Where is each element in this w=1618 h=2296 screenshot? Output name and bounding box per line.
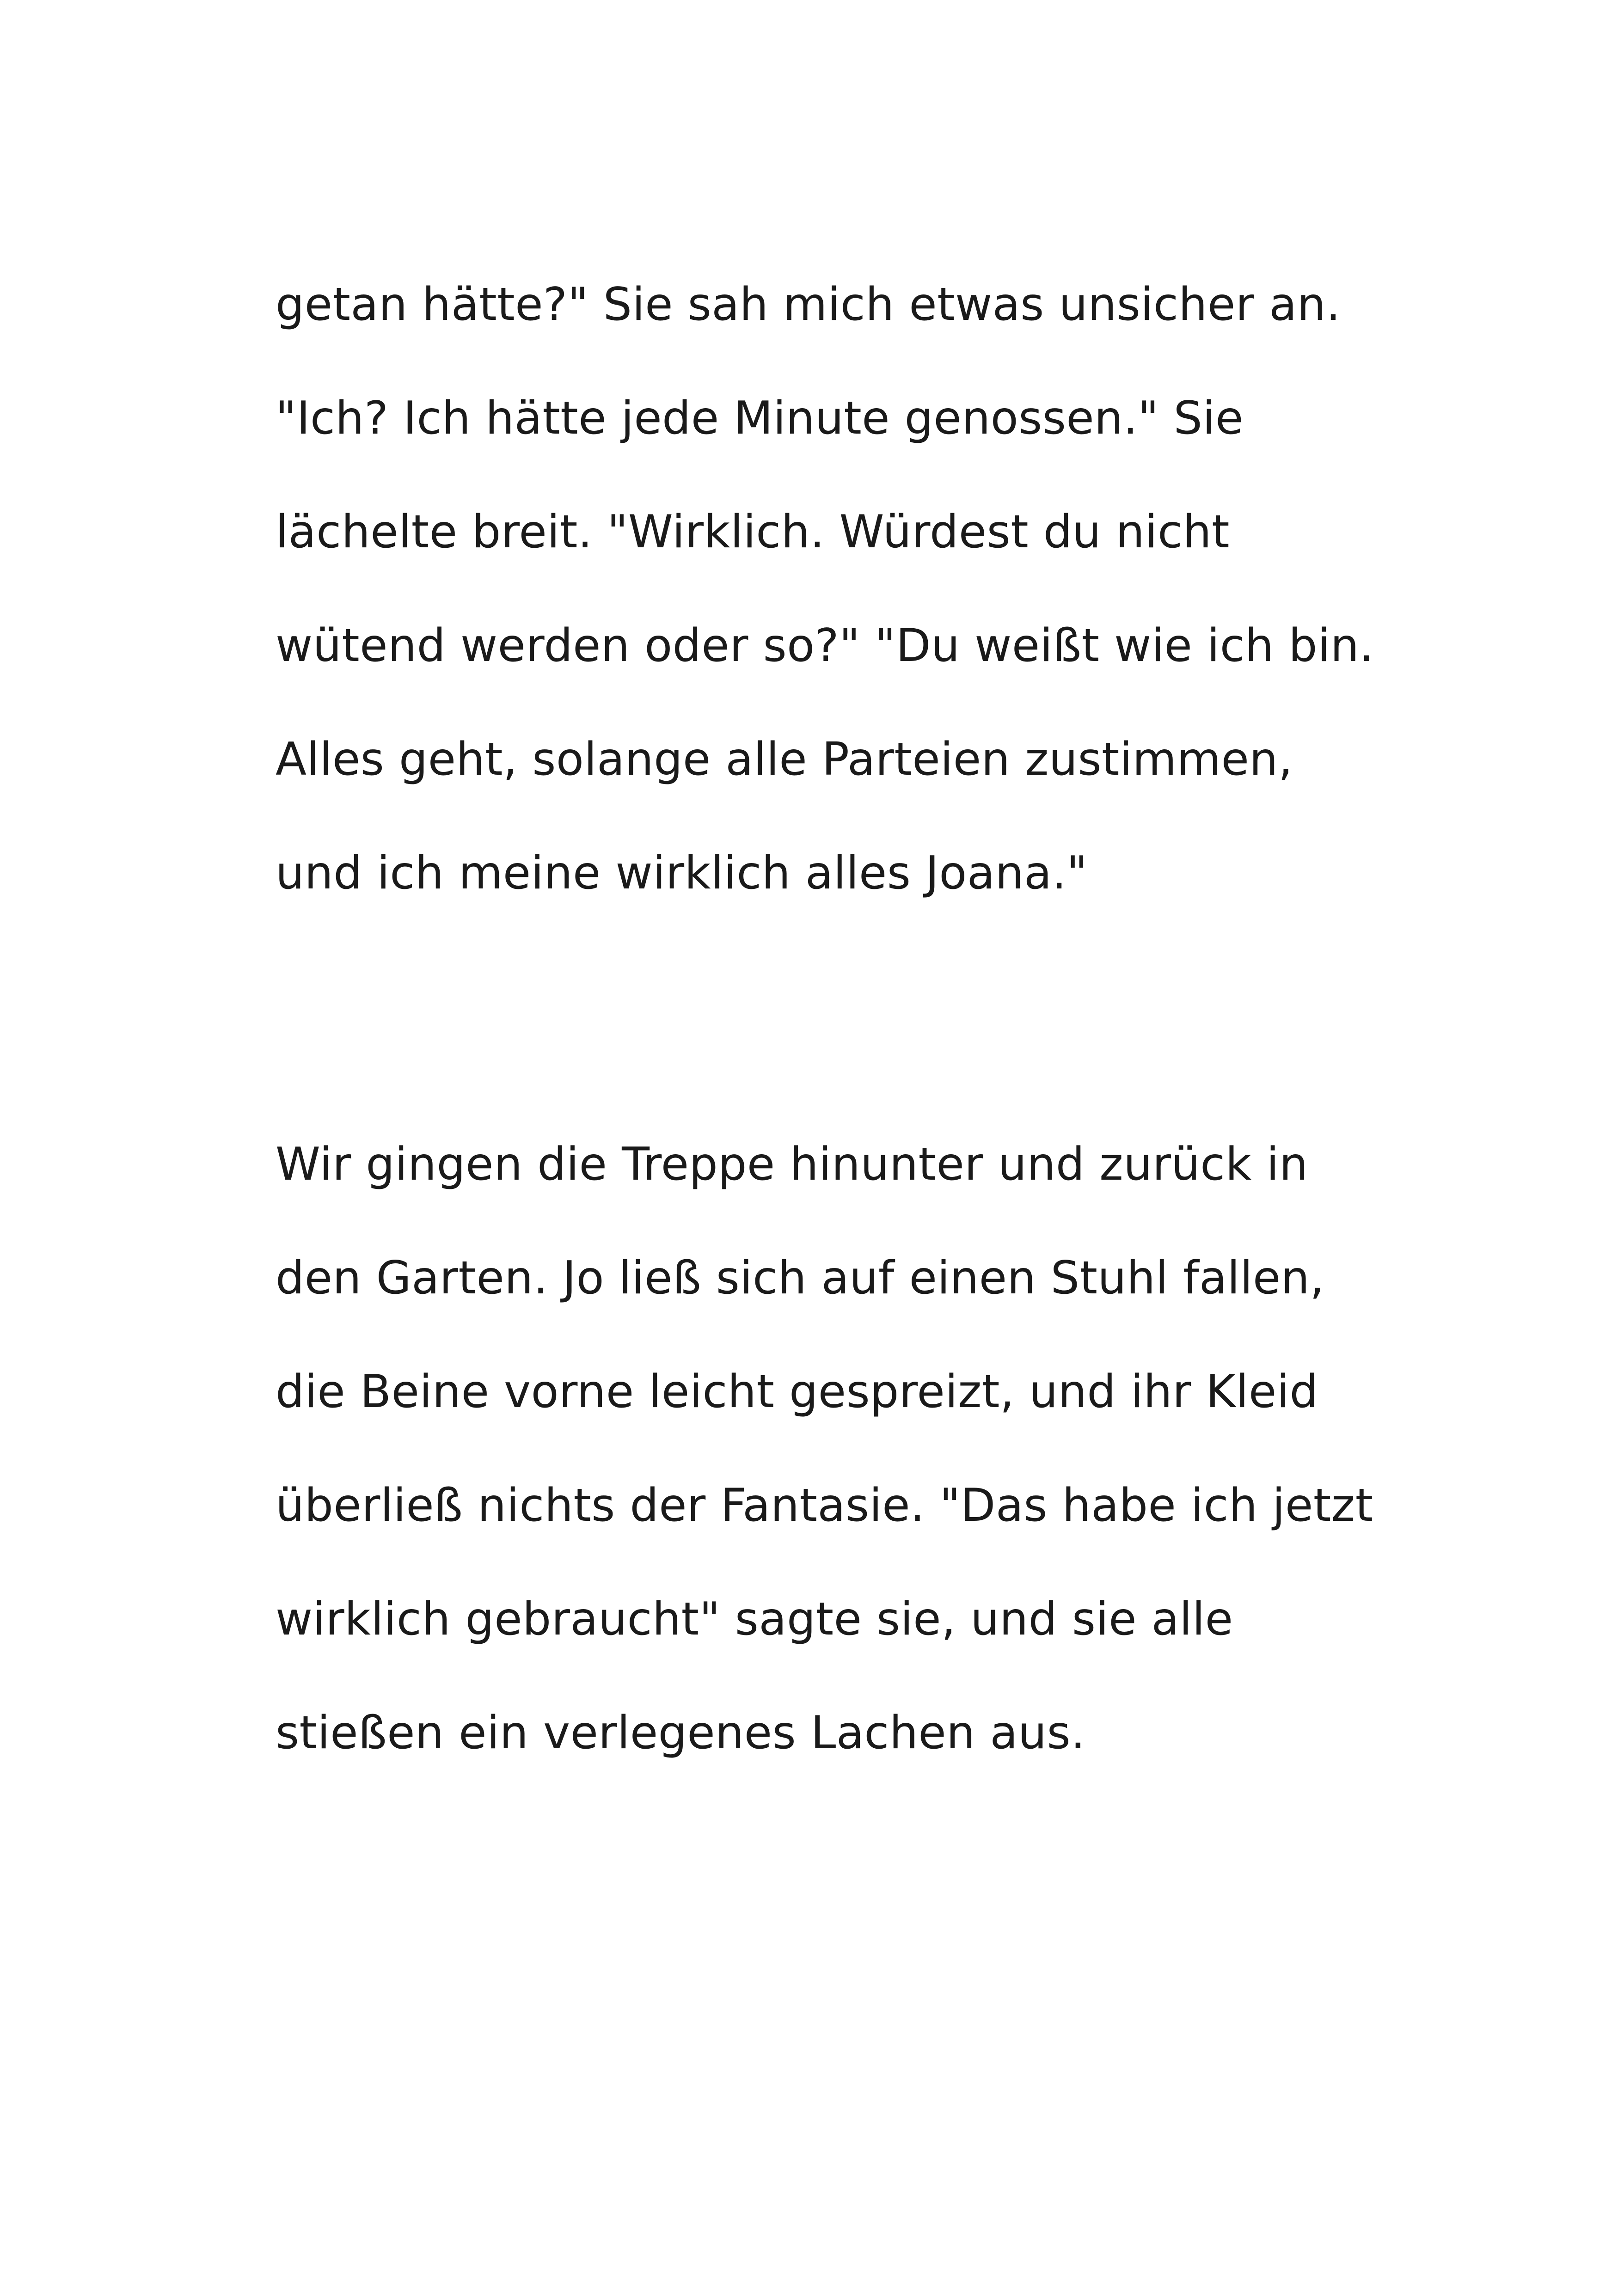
text-line: Alles geht, solange alle Parteien zustimmen,: [276, 733, 1293, 786]
text-line: "Ich? Ich hätte jede Minute genossen." Sie: [276, 392, 1244, 445]
text-line: wütend werden oder so?" "Du weißt wie ich bin.: [276, 619, 1374, 672]
text-line: stießen ein verlegenes Lachen aus.: [276, 1707, 1085, 1759]
text-line: lächelte breit. "Wirklich. Würdest du nicht: [276, 506, 1230, 558]
text-line: Wir gingen die Treppe hinunter und zurück in: [276, 1138, 1308, 1191]
text-line: und ich meine wirklich alles Joana.": [276, 847, 1088, 900]
text-line: wirklich gebraucht" sagte sie, und sie alle: [276, 1593, 1233, 1646]
text-line: die Beine vorne leicht gespreizt, und ihr Kleid: [276, 1365, 1319, 1418]
text-line: überließ nichts der Fantasie. "Das habe ich jetzt: [276, 1479, 1373, 1532]
text-line: den Garten. Jo ließ sich auf einen Stuhl fallen,: [276, 1252, 1325, 1304]
text-line: getan hätte?" Sie sah mich etwas unsicher an.: [276, 278, 1341, 331]
